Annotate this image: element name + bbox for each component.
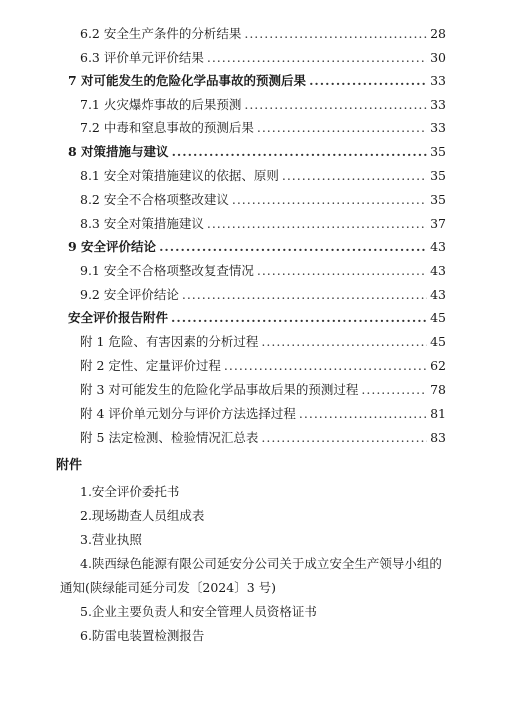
- toc-entry-title: 附 1 危险、有害因素的分析过程: [80, 334, 259, 349]
- toc-page-number: 35: [430, 192, 446, 207]
- dot-leader: [224, 358, 427, 374]
- toc-entry-9[interactable]: [68, 239, 446, 255]
- toc-page-number: 78: [430, 382, 446, 397]
- dot-leader: [257, 263, 427, 279]
- toc-entry-appendix-5[interactable]: [80, 430, 446, 446]
- toc-entry-title: 9 安全评价结论: [68, 239, 157, 254]
- toc-entry-7[interactable]: [68, 73, 446, 89]
- attachment-item-continuation: 通知(陕绿能司延分司发〔2024〕3 号): [60, 580, 276, 595]
- toc-entry-appendix-2[interactable]: [80, 358, 446, 374]
- toc-entry-appendix-3[interactable]: [80, 382, 446, 398]
- toc-page-number: 62: [430, 358, 446, 373]
- dot-leader: [159, 239, 427, 255]
- dot-leader: [182, 287, 427, 303]
- toc-page-number: 83: [430, 430, 446, 445]
- attachment-item: 5.企业主要负责人和安全管理人员资格证书: [80, 604, 317, 619]
- toc-entry-7-2[interactable]: [80, 120, 446, 136]
- toc-page-number: 43: [430, 239, 446, 254]
- toc-entry-title: 6.3 评价单元评价结果: [80, 50, 204, 65]
- toc-entry-title: 附 5 法定检测、检验情况汇总表: [80, 430, 259, 445]
- toc-page-number: 43: [430, 263, 446, 278]
- attachment-item: 1.安全评价委托书: [80, 484, 180, 499]
- toc-page-number: 35: [430, 144, 446, 159]
- toc-entry-6-3[interactable]: [80, 50, 446, 66]
- dot-leader: [361, 382, 427, 398]
- toc-entry-appendix-1[interactable]: [80, 334, 446, 350]
- toc-page-number: 43: [430, 287, 446, 302]
- toc-entry-title: 7.1 火灾爆炸事故的后果预测: [80, 97, 242, 112]
- toc-entry-8-2[interactable]: [80, 192, 446, 208]
- toc-page-number: 45: [430, 334, 446, 349]
- dot-leader: [282, 168, 427, 184]
- dot-leader: [172, 144, 428, 160]
- toc-entry-title: 7 对可能发生的危险化学品事故的预测后果: [68, 73, 307, 88]
- toc-entry-title: 8 对策措施与建议: [68, 144, 169, 159]
- toc-entry-8-1[interactable]: [80, 168, 446, 184]
- toc-entry-9-2[interactable]: [80, 287, 446, 303]
- toc-entry-title: 安全评价报告附件: [68, 310, 169, 325]
- toc-page-number: 30: [430, 50, 446, 65]
- toc-entry-title: 附 2 定性、定量评价过程: [80, 358, 221, 373]
- toc-page-number: 33: [430, 73, 446, 88]
- toc-page-number: 33: [430, 97, 446, 112]
- dot-leader: [299, 406, 427, 422]
- attachment-item: 6.防雷电装置检测报告: [80, 628, 205, 643]
- toc-entry-title: 6.2 安全生产条件的分析结果: [80, 26, 242, 41]
- dot-leader: [261, 430, 427, 446]
- toc-page-number: 45: [430, 310, 446, 325]
- toc-entry-appendix[interactable]: [68, 310, 446, 326]
- attachment-item: 4.陕西绿色能源有限公司延安分公司关于成立安全生产领导小组的: [80, 556, 442, 571]
- dot-leader: [257, 120, 427, 136]
- toc-entry-title: 9.1 安全不合格项整改复查情况: [80, 263, 254, 278]
- toc-entry-title: 9.2 安全评价结论: [80, 287, 179, 302]
- attachments-heading: 附件: [56, 458, 83, 473]
- toc-entry-6-2[interactable]: [80, 26, 446, 42]
- toc-entry-8[interactable]: [68, 144, 446, 160]
- dot-leader: [244, 97, 427, 113]
- toc-page-number: 37: [430, 216, 446, 231]
- toc-page-number: 35: [430, 168, 446, 183]
- toc-entry-title: 附 3 对可能发生的危险化学品事故后果的预测过程: [80, 382, 359, 397]
- toc-entry-title: 8.3 安全对策措施建议: [80, 216, 204, 231]
- dot-leader: [171, 310, 427, 326]
- dot-leader: [261, 334, 427, 350]
- toc-entry-title: 8.2 安全不合格项整改建议: [80, 192, 229, 207]
- toc-page-number: 33: [430, 120, 446, 135]
- toc-entry-title: 8.1 安全对策措施建议的依据、原则: [80, 168, 279, 183]
- attachment-item: 3.营业执照: [80, 532, 142, 547]
- toc-entry-appendix-4[interactable]: [80, 406, 446, 422]
- toc-entry-9-1[interactable]: [80, 263, 446, 279]
- toc-entry-7-1[interactable]: [80, 97, 446, 113]
- dot-leader: [207, 216, 427, 232]
- toc-entry-8-3[interactable]: [80, 216, 446, 232]
- attachment-item: 2.现场勘查人员组成表: [80, 508, 205, 523]
- toc-entry-title: 附 4 评价单元划分与评价方法选择过程: [80, 406, 296, 421]
- dot-leader: [207, 50, 427, 66]
- dot-leader: [309, 73, 427, 89]
- dot-leader: [244, 26, 427, 42]
- toc-page-number: 28: [430, 26, 446, 41]
- toc-entry-title: 7.2 中毒和窒息事故的预测后果: [80, 120, 254, 135]
- toc-page-number: 81: [430, 406, 446, 421]
- dot-leader: [232, 192, 427, 208]
